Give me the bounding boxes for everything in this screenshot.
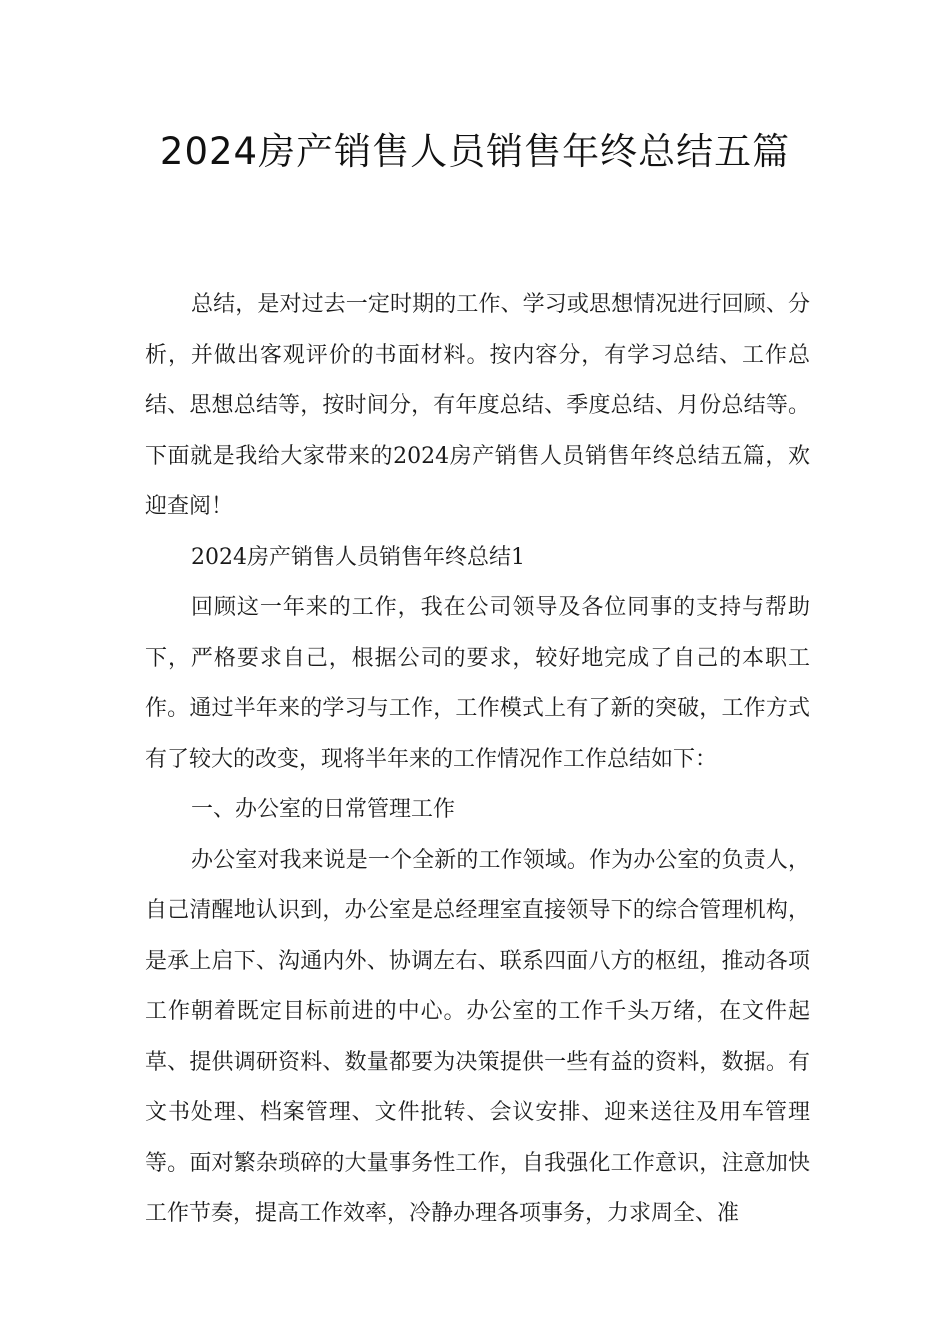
intro-paragraph: 总结，是对过去一定时期的工作、学习或思想情况进行回顾、分析，并做出客观评价的书面材料。按内容分，有学习总结、工作总结、思想总结等，按时间分，有年度总结、季度总结、月份总结等。下面就是我给大家带来的2024房产销售人员销售年终总结五篇，欢迎查阅！	[145, 292, 810, 519]
document-title: 2024房产销售人员销售年终总结五篇	[159, 130, 791, 173]
document-body	[145, 280, 810, 1240]
subheading-office-management: 一、办公室的日常管理工作	[191, 797, 456, 822]
section-1-paragraph-1: 回顾这一年来的工作，我在公司领导及各位同事的支持与帮助下，严格要求自己，根据公司的要求，较好地完成了自己的本职工作。通过半年来的学习与工作，工作模式上有了新的突破，工作方式有了较大的改变，现将半年来的工作情况作工作总结如下：	[145, 595, 810, 772]
section-1-paragraph-2: 办公室对我来说是一个全新的工作领域。作为办公室的负责人，自己清醒地认识到，办公室是总经理室直接领导下的综合管理机构，是承上启下、沟通内外、协调左右、联系四面八方的枢纽，推动各项工作朝着既定目标前进的中心。办公室的工作千头万绪，在文件起草、提供调研资料、数量都要为决策提供一些有益的资料，数据。有文书处理、档案管理、文件批转、会议安排、迎来送往及用车管理等。面对繁杂琐碎的大量事务性工作，自我强化工作意识，注意加快工作节奏，提高工作效率，冷静办理各项事务，力求周全、准	[145, 847, 810, 1226]
section-1-title: 2024房产销售人员销售年终总结1	[191, 544, 525, 570]
